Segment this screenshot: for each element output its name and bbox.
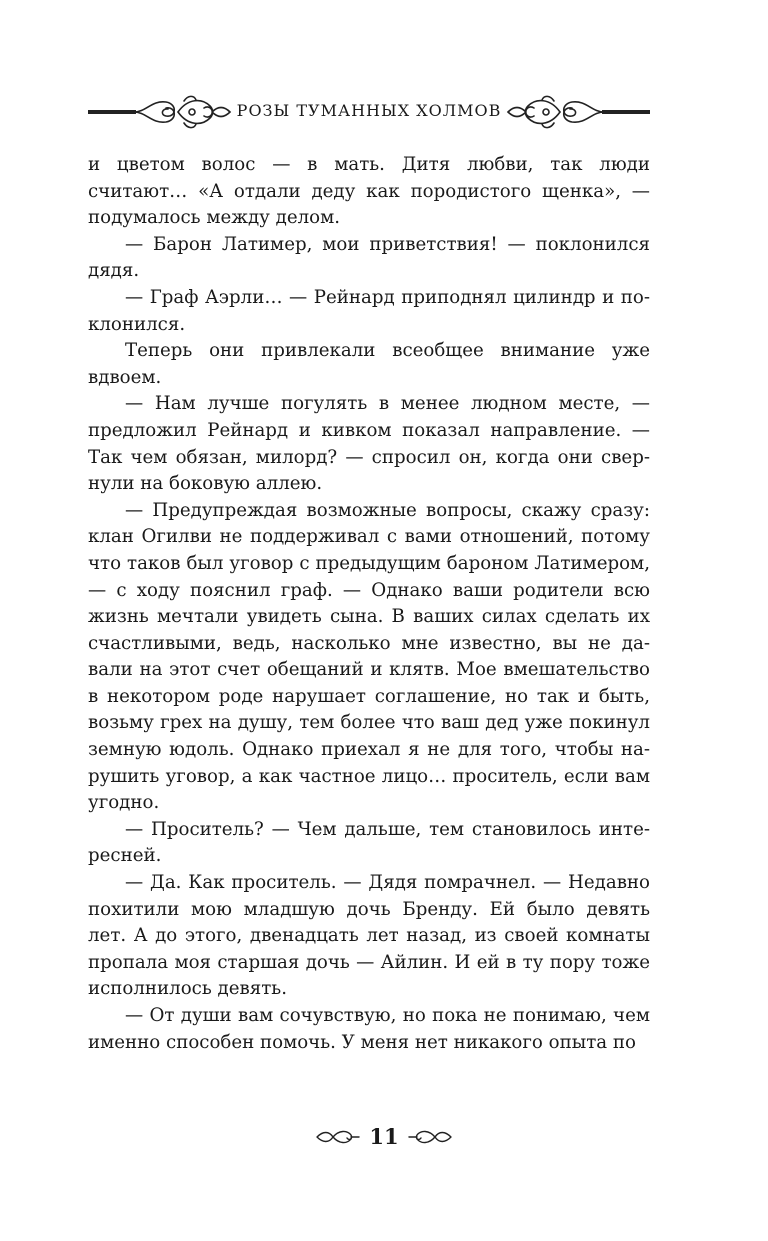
- paragraph: — От души вам сочувствую, но пока не понимаю, чем именно способен помочь. У меня нет никакого опыта по: [88, 1005, 650, 1053]
- page-footer: [0, 1124, 768, 1154]
- paragraph: Теперь они привлекали всеобщее внимание уже вдвоем.: [88, 340, 650, 388]
- paragraph: — Проситель? — Чем дальше, тем становилось интересней.: [88, 818, 650, 867]
- paragraph: — Да. Как проситель. — Дядя помрачнел. — Недавно похитили мою младшую дочь Бренду. Ей было девять лет. А до этого, двенадцать лет назад, из своей комнаты пропала моя старшая дочь — Айлин. И ей в ту пору тоже исполнилось девять.: [88, 872, 650, 1000]
- paragraph: — Барон Латимер, мои приветствия! — поклонился дядя.: [88, 233, 650, 282]
- left-ornament-icon: [132, 92, 232, 132]
- header-rule-right: [602, 110, 650, 114]
- footer-right-ornament-icon: [407, 1127, 453, 1147]
- paragraph: — Предупреждая возможные вопросы, скажу сразу: клан Огилви не поддерживал с вами отношений, потому что таков был уговор с предыдущим бароном Латимером, — с ходу пояснил граф. — Однако ваши родители всю жизнь мечтали увидеть сына. В ваших силах сделать их счастливыми, ведь, насколько мне известно, вы не давали на этот счет обещаний и клятв. Мое вмешательство в некотором роде нарушает соглашение, но так и быть, возьму грех на душу, тем более что ваш дед уже покинул земную юдоль. Однако приехал я не для того, чтобы нарушить уговор, а как частное лицо… проситель, если вам угодно.: [88, 499, 650, 814]
- body-text: [88, 152, 650, 1056]
- right-ornament-icon: [506, 92, 606, 132]
- paragraph: — Граф Аэрли… — Рейнард приподнял цилиндр и поклонился.: [88, 286, 650, 335]
- running-title: РОЗЫ ТУМАННЫХ ХОЛМОВ: [236, 101, 502, 120]
- page-header: [88, 92, 650, 132]
- page-number: 11: [369, 1124, 399, 1149]
- footer-left-ornament-icon: [315, 1127, 361, 1147]
- paragraph: и цветом волос — в мать. Дитя любви, так люди считают… «А отдали деду как породистого щенка», — подумалось между делом.: [88, 154, 650, 229]
- paragraph: — Нам лучше погулять в менее людном месте, — предложил Рейнард и кивком показал направление. — Так чем обязан, милорд? — спросил он, когда они свернули на боковую аллею.: [88, 393, 650, 495]
- header-rule-left: [88, 110, 136, 114]
